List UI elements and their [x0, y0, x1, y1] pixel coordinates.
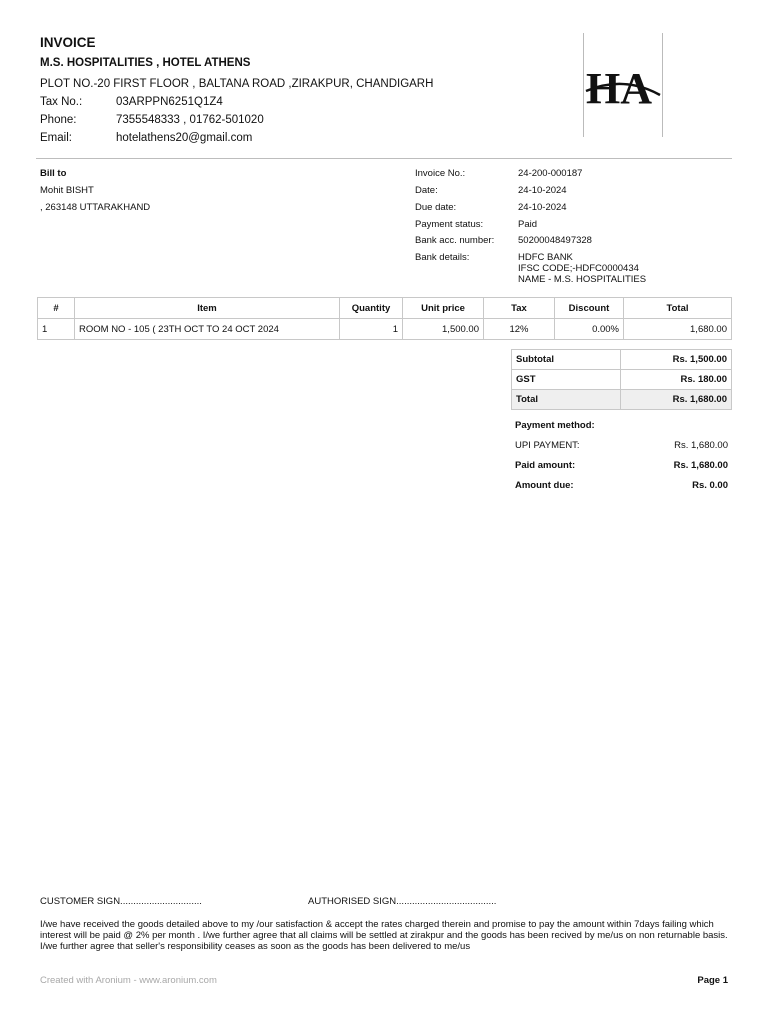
detail-label: Payment status:	[415, 219, 484, 230]
table-cell: 12%	[484, 319, 555, 340]
detail-value: NAME - M.S. HOSPITALITIES	[518, 274, 647, 285]
table-cell: 1	[38, 319, 75, 340]
detail-label: Date:	[415, 185, 438, 196]
col-header: Total	[624, 298, 732, 319]
bill-to-label: Bill to	[40, 168, 67, 179]
company-name: M.S. HOSPITALITIES , HOTEL ATHENS	[40, 57, 251, 69]
amount-due-label: Amount due:	[515, 480, 574, 491]
header-divider	[36, 158, 732, 159]
detail-value: 24-200-000187	[518, 168, 583, 179]
totals-value: Rs. 1,500.00	[621, 350, 732, 370]
detail-label: Invoice No.:	[415, 168, 466, 179]
company-address: PLOT NO.-20 FIRST FLOOR , BALTANA ROAD ,ZIRAKPUR, CHANDIGARH	[40, 78, 434, 90]
detail-value: IFSC CODE;-HDFC0000434	[518, 263, 639, 274]
terms-text: I/we have received the goods detailed above to my /our satisfaction & accept the rates charged therein and promise to pay the amount within 7days failing which interest will be paid @ 2% per month . I/we further agree that all claims will be settled at zirakpur and the goods has been recived by me/us on non returnable basis. I/we further agree that seller's responsibility ceases as soon as the goods has been delivered to me/us	[40, 919, 728, 952]
totals-table	[511, 349, 732, 410]
invoice-title: INVOICE	[40, 35, 96, 50]
table-cell: 1	[340, 319, 403, 340]
totals-row	[512, 390, 732, 410]
paid-amount-value: Rs. 1,680.00	[673, 460, 728, 471]
detail-value: 50200048497328	[518, 235, 592, 246]
page-number: Page 1	[697, 975, 728, 986]
col-header: Discount	[555, 298, 624, 319]
col-header: Unit price	[403, 298, 484, 319]
totals-label: GST	[512, 370, 621, 390]
col-header: Item	[75, 298, 340, 319]
tax-value: 03ARPPN6251Q1Z4	[116, 96, 223, 108]
payment-upi-value: Rs. 1,680.00	[674, 440, 728, 451]
footer-created: Created with Aronium - www.aronium.com	[40, 975, 217, 986]
totals-label: Total	[512, 390, 621, 410]
table-cell: 0.00%	[555, 319, 624, 340]
col-header: Tax	[484, 298, 555, 319]
totals-row	[512, 350, 732, 370]
table-cell: 1,680.00	[624, 319, 732, 340]
table-row	[38, 319, 732, 340]
tax-label: Tax No.:	[40, 96, 83, 108]
authorised-sign: AUTHORISED SIGN......................................	[308, 896, 497, 907]
detail-value: 24-10-2024	[518, 185, 567, 196]
detail-value: HDFC BANK	[518, 252, 573, 263]
totals-label: Subtotal	[512, 350, 621, 370]
customer-sign: CUSTOMER SIGN...............................	[40, 896, 202, 907]
phone-label: Phone:	[40, 114, 77, 126]
amount-due-value: Rs. 0.00	[692, 480, 728, 491]
detail-label: Bank details:	[415, 252, 470, 263]
hotel-logo	[583, 33, 663, 137]
payment-method-label: Payment method:	[515, 420, 595, 431]
email-label: Email:	[40, 132, 72, 144]
totals-value: Rs. 180.00	[621, 370, 732, 390]
totals-row	[512, 370, 732, 390]
email-value: hotelathens20@gmail.com	[116, 132, 253, 144]
amount-due-row	[515, 480, 728, 491]
svg-text:HA: HA	[586, 64, 652, 111]
col-header: #	[38, 298, 75, 319]
table-cell: 1,500.00	[403, 319, 484, 340]
col-header: Quantity	[340, 298, 403, 319]
detail-label: Bank acc. number:	[415, 235, 495, 246]
detail-value: Paid	[518, 219, 538, 230]
paid-amount-row	[515, 460, 728, 471]
payment-upi-label: UPI PAYMENT:	[515, 440, 580, 451]
paid-amount-label: Paid amount:	[515, 460, 576, 471]
totals-value: Rs. 1,680.00	[621, 390, 732, 410]
bill-to-address: , 263148 UTTARAKHAND	[40, 202, 151, 213]
phone-value: 7355548333 , 01762-501020	[116, 114, 264, 126]
payment-upi-row	[515, 440, 728, 451]
items-table	[37, 297, 732, 340]
table-header-row	[38, 298, 732, 319]
detail-value: 24-10-2024	[518, 202, 567, 213]
table-cell: ROOM NO - 105 ( 23TH OCT TO 24 OCT 2024	[75, 319, 340, 340]
bill-to-name: Mohit BISHT	[40, 185, 94, 196]
detail-label: Due date:	[415, 202, 457, 213]
